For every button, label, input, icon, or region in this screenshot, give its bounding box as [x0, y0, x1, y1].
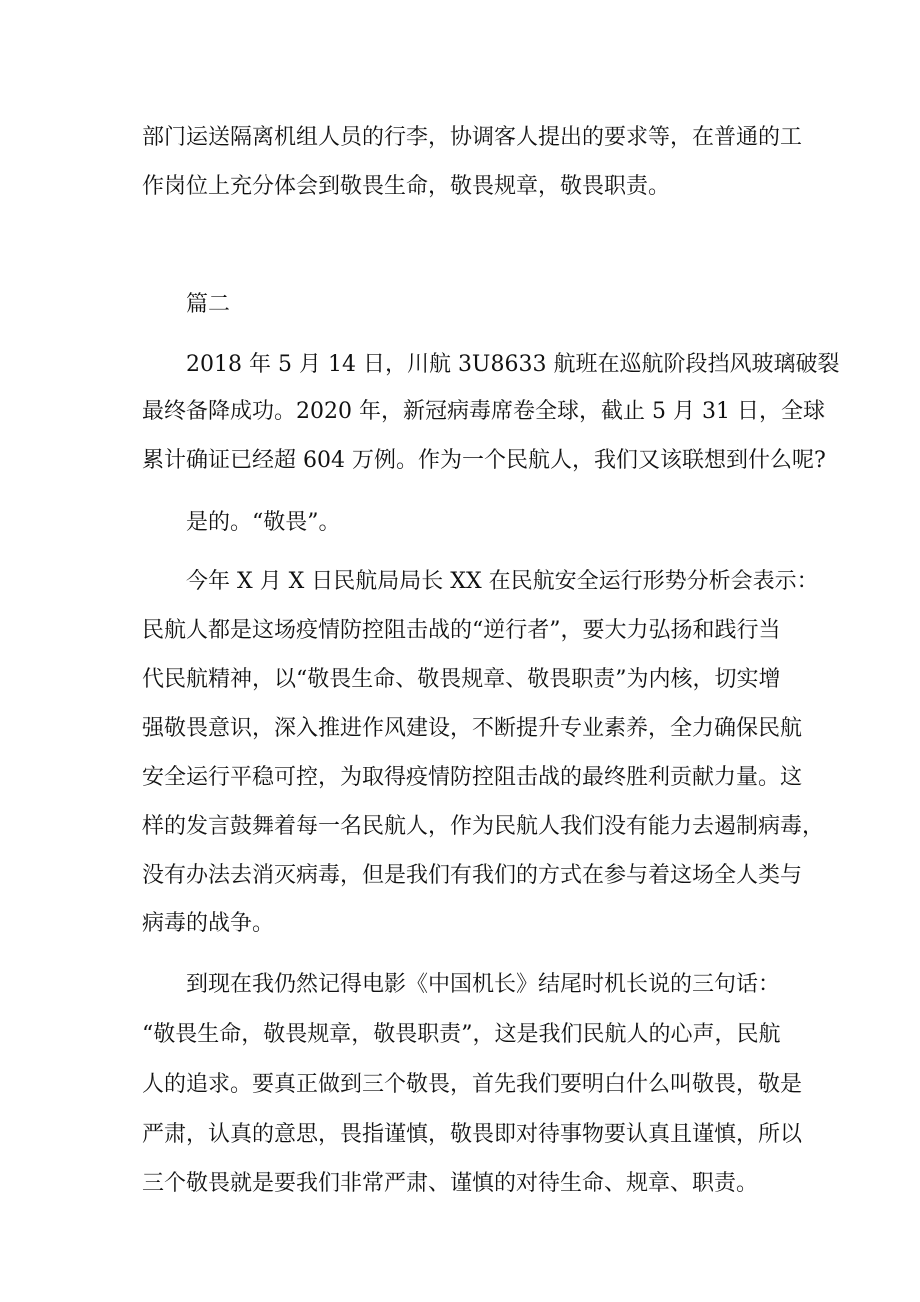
text-line: 病毒的战争。: [142, 911, 275, 936]
text-line: 强敬畏意识，深入推进作风建设，不断提升专业素养，全力确保民航: [142, 716, 803, 741]
text-line: 2018 年 5 月 14 日，川航 3U8633 航班在巡航阶段挡风玻璃破裂: [186, 352, 840, 377]
text-line: 没有办法去消灭病毒，但是我们有我们的方式在参与着这场全人类与: [142, 863, 803, 888]
text-line: 样的发言鼓舞着每一名民航人，作为民航人我们没有能力去遏制病毒，: [142, 814, 825, 839]
text-line: 部门运送隔离机组人员的行李，协调客人提出的要求等，在普通的工: [142, 125, 803, 150]
text-line: 作岗位上充分体会到敬畏生命，敬畏规章，敬畏职责。: [142, 174, 671, 199]
text-line: 到现在我仍然记得电影《中国机长》结尾时机长说的三句话：: [186, 972, 781, 997]
text-line: 最终备降成功。2020 年，新冠病毒席卷全球，截止 5 月 31 日，全球: [142, 399, 825, 424]
text-line: 安全运行平稳可控，为取得疫情防控阻击战的最终胜利贡献力量。这: [142, 765, 803, 790]
text-line: 三个敬畏就是要我们非常严肃、谨慎的对待生命、规章、职责。: [142, 1171, 759, 1196]
text-line: 民航人都是这场疫情防控阻击战的“逆行者”，要大力弘扬和践行当: [142, 618, 781, 643]
section-heading: 篇二: [186, 292, 231, 317]
text-line: 今年 X 月 X 日民航局局长 XX 在民航安全运行形势分析会表示：: [186, 569, 819, 594]
text-line: 代民航精神，以“敬畏生命、敬畏规章、敬畏职责”为内核，切实增: [142, 667, 781, 692]
text-line: “敬畏生命，敬畏规章，敬畏职责”，这是我们民航人的心声，民航: [142, 1022, 781, 1047]
text-line: 严肃，认真的意思，畏指谨慎，敬畏即对待事物要认真且谨慎，所以: [142, 1122, 803, 1147]
text-line: 人的追求。要真正做到三个敬畏，首先我们要明白什么叫敬畏，敬是: [142, 1072, 803, 1097]
text-line: 累计确证已经超 604 万例。作为一个民航人，我们又该联想到什么呢?: [142, 448, 826, 473]
text-line: 是的。“敬畏”。: [186, 510, 341, 535]
